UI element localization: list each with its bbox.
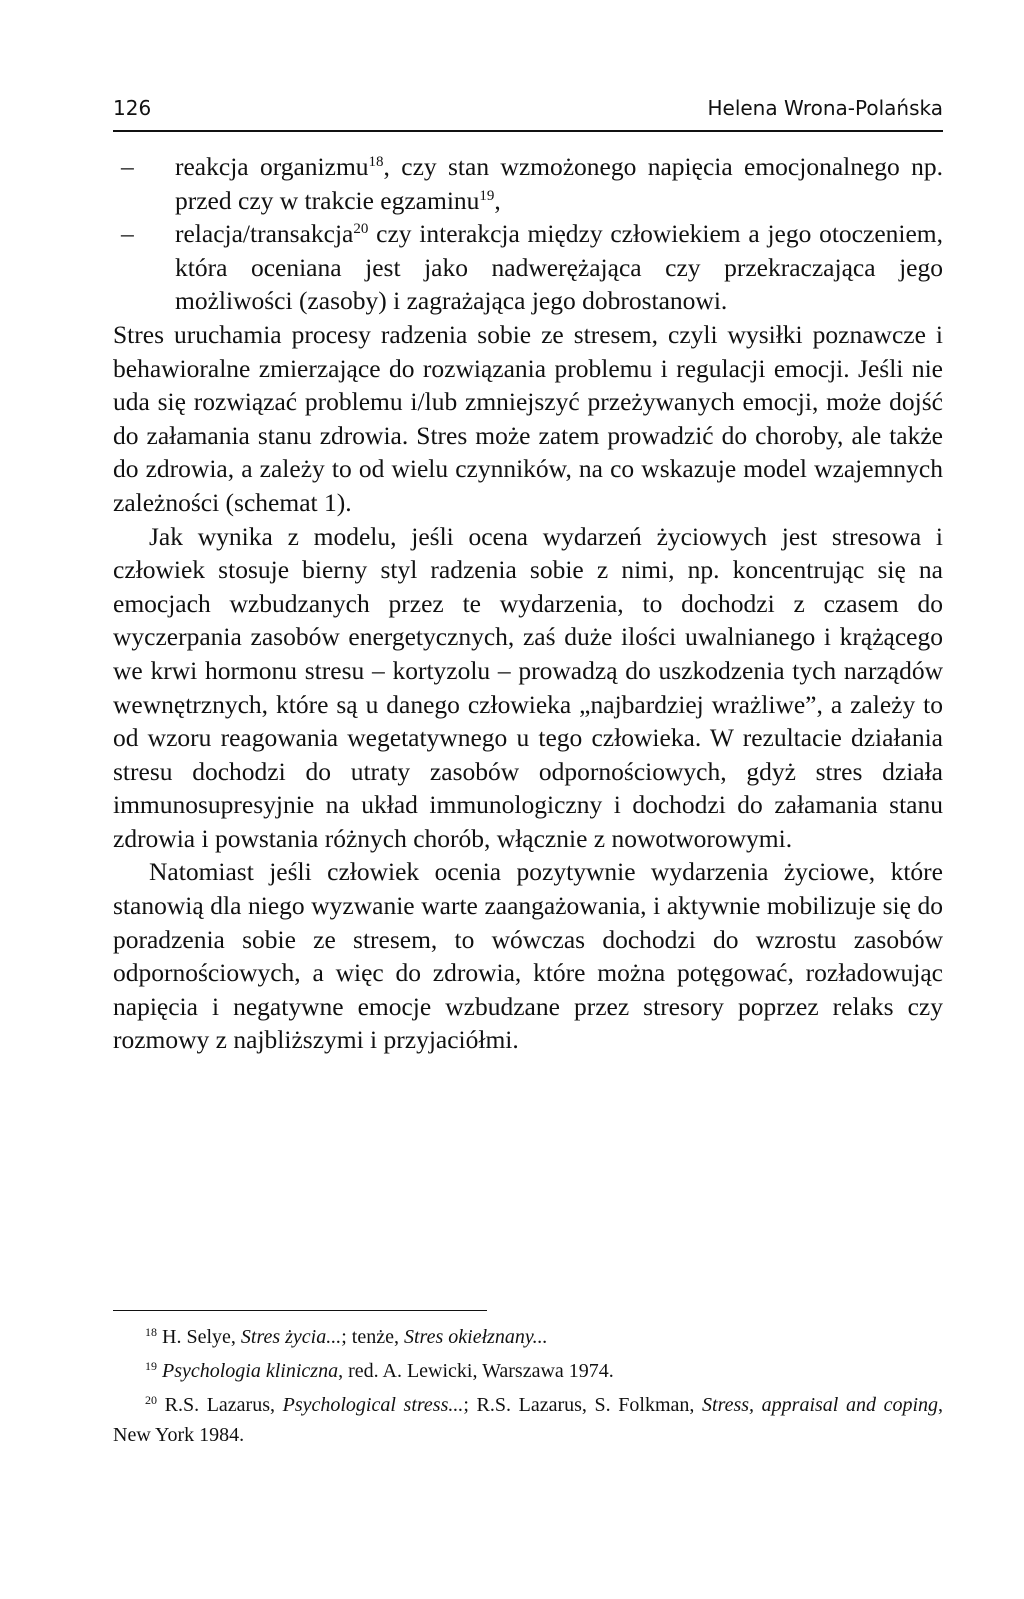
running-head-author: Helena Wrona-Polańska: [707, 96, 943, 120]
footnotes: [113, 1322, 943, 1454]
footnote-text: H. Selye,: [162, 1326, 241, 1348]
list-item-text: ,: [494, 185, 501, 215]
footnote: [113, 1356, 943, 1386]
footnote-ref: 19: [479, 187, 495, 204]
paragraph: Natomiast jeśli człowiek ocenia pozytywnie wydarzenia życiowe, które stanowią dla niego wyzwanie warte zaangażowania, i aktywnie mobilizuje się do poradzenia sobie ze stresem, to wówczas dochodzi do wzrostu zasobów odpornościowych, a więc do zdrowia, które można potęgować, rozładowując napięcia i negatywne emocje wzbudzane przez stresory poprzez relaks czy rozmowy z najbliższymi i przyjaciółmi.: [113, 857, 943, 1055]
list-dash: –: [121, 219, 134, 249]
footnote-number: 20: [145, 1393, 157, 1407]
footnote: [113, 1390, 943, 1450]
paragraph: Jak wynika z modelu, jeśli ocena wydarzeń życiowych jest stresowa i człowiek stosuje bierny styl radzenia sobie z nimi, np. koncentrując się na emocjach wzbudzanych przez te wydarzenia, to dochodzi z czasem do wyczerpania zasobów energetycznych, zaś duże ilości uwalnianego i krążącego we krwi hormonu stresu – kortyzolu – prowadzą do uszkodzenia tych narządów wewnętrznych, które są u danego człowieka „najbardziej wrażliwe”, a zależy to od wzoru reagowania wegetatywnego u tego człowieka. W rezultacie działania stresu dochodzi do utraty zasobów odpornościowych, gdyż stres działa immunosupresyjnie na układ immunologiczny i dochodzi do załamania stanu zdrowia i powstania różnych chorób, włącznie z nowotworowymi.: [113, 521, 943, 853]
footnote-text: ; tenże,: [341, 1326, 404, 1348]
paragraph: Stres uruchamia procesy radzenia sobie ze stresem, czyli wysiłki poznawcze i behawioralne zmierzające do rozwiązania problemu i regulacji emocji. Jeśli nie uda się rozwiązać problemu i/lub zmniejszyć przeżywanych emocji, może dojść do załamania stanu zdrowia. Stres może zatem prowadzić do choroby, ale także do zdrowia, a zależy to od wielu czynników, na co wskazuje model wzajemnych zależności (schemat 1).: [113, 319, 943, 517]
footnote-ref: 18: [368, 154, 384, 170]
footnote-text: , red. A. Lewicki, Warszawa 1974.: [338, 1360, 614, 1382]
list-dash: –: [121, 152, 134, 181]
list-item: [113, 150, 943, 217]
footnote-text: R.S. Lazarus,: [164, 1394, 283, 1416]
list-item-text: reakcja organizmu: [175, 152, 369, 181]
footnote-number: 19: [145, 1359, 157, 1373]
footnote-rule: [113, 1310, 487, 1311]
footnote: [113, 1322, 943, 1352]
list-item: [113, 217, 943, 318]
header-rule: [113, 130, 943, 132]
footnote-title: Psychological stress...: [282, 1394, 464, 1416]
footnote-text: ; R.S. Lazarus, S. Folkman,: [463, 1394, 703, 1416]
list-item-text: , czy stan wzmożonego napięcia emocjonalnego np. przed czy w trakcie egzaminu: [175, 152, 944, 215]
footnote-title: Stres okiełznany...: [404, 1326, 548, 1348]
body-text: [113, 150, 943, 1057]
footnote-text: , New York 1984.: [113, 1394, 944, 1446]
footnote-number: 18: [145, 1325, 157, 1339]
page-number: 126: [113, 96, 152, 120]
footnote-title: Stress, appraisal and coping: [702, 1394, 939, 1416]
list-item-text: czy interakcja między człowiekiem a jego otoczeniem, która oceniana jest jako nadwerężająca czy przekraczająca jego możliwości (zasoby) i zagrażająca jego dobrostanowi.: [175, 219, 943, 316]
list-item-text: relacja/transakcja: [175, 219, 354, 249]
page-header: [113, 96, 943, 128]
footnote-title: Psychologia kliniczna: [162, 1360, 339, 1382]
footnote-title: Stres życia...: [240, 1326, 342, 1348]
footnote-ref: 20: [353, 221, 369, 238]
